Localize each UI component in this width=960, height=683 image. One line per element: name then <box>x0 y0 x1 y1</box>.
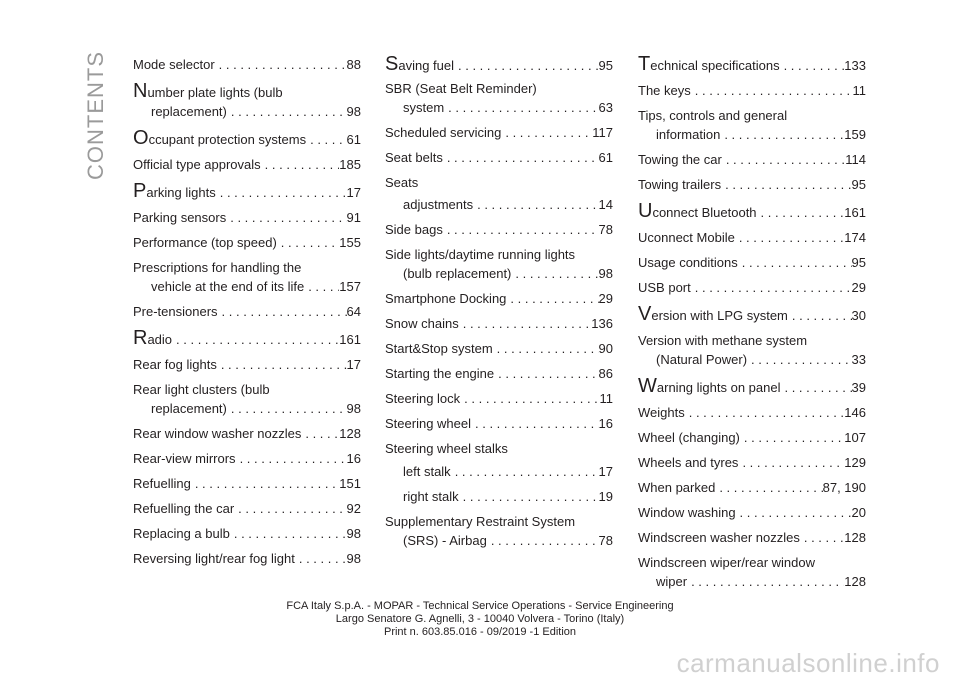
index-entry[interactable]: Smartphone Docking . . . 29 <box>385 289 613 308</box>
footer-line: Print n. 603.85.016 - 09/2019 -1 Edition <box>383 626 577 638</box>
index-entry[interactable]: Starting the engine . . . 86 <box>385 364 613 383</box>
index-letter-group-w[interactable]: Warning lights on panel . . . 39 <box>638 377 866 397</box>
index-entry[interactable]: Rear window washer nozzles . . . 128 <box>133 424 361 443</box>
section-letter: O <box>133 127 149 149</box>
index-entry[interactable]: Towing trailers . . . 95 <box>638 175 866 194</box>
index-letter-group-t[interactable]: Technical specifications . . . 133 <box>638 55 866 75</box>
index-column-3 <box>638 55 866 591</box>
footer-line: Largo Senatore G. Agnelli, 3 - 10040 Volvera - Torino (Italy) <box>335 613 625 625</box>
index-letter-group-p[interactable]: Parking lights . . . 17 <box>133 182 361 202</box>
index-entry[interactable]: Window washing . . . 20 <box>638 503 866 522</box>
index-entry[interactable]: Scheduled servicing . . . 117 <box>385 123 613 142</box>
index-entry[interactable]: Rear-view mirrors . . . 16 <box>133 449 361 468</box>
index-entry[interactable]: Steering wheel stalks left stalk . . . 17 right stalk . . . 19 <box>385 439 613 506</box>
index-entry[interactable]: Supplementary Restraint System (SRS) - Airbag . . . 78 <box>385 512 613 550</box>
index-entry[interactable]: Snow chains . . . 136 <box>385 314 613 333</box>
index-entry[interactable]: Start&Stop system . . . 90 <box>385 339 613 358</box>
watermark-logo: carmanualsonline.info <box>676 648 940 678</box>
index-entry[interactable]: Refuelling the car . . . 92 <box>133 499 361 518</box>
index-entry[interactable]: When parked . . . 87, 190 <box>638 478 866 497</box>
index-entry[interactable]: Steering lock . . . 11 <box>385 389 613 408</box>
index-letter-group-s[interactable]: Saving fuel . . . 95 <box>385 55 613 75</box>
index-entry[interactable]: Version with methane system (Natural Power) . . . 33 <box>638 331 866 369</box>
index-entry[interactable]: Tips, controls and general information . . . 159 <box>638 106 866 144</box>
index-entry[interactable]: Reversing light/rear fog light . . . 98 <box>133 549 361 568</box>
index-letter-group-v[interactable]: Version with LPG system . . . 30 <box>638 305 866 325</box>
index-entry[interactable]: Windscreen wiper/rear window wiper . . . 128 <box>638 553 866 591</box>
index-entry[interactable]: Refuelling . . . 151 <box>133 474 361 493</box>
index-letter-group-o[interactable]: Occupant protection systems . . . 61 <box>133 129 361 149</box>
index-entry[interactable]: Official type approvals . . . 185 <box>133 155 361 174</box>
index-entry[interactable]: Side lights/daytime running lights (bulb replacement) . . . 98 <box>385 245 613 283</box>
index-entry[interactable]: Wheel (changing) . . . 107 <box>638 428 866 447</box>
index-entry[interactable]: Windscreen washer nozzles . . . 128 <box>638 528 866 547</box>
index-entry[interactable]: Prescriptions for handling the vehicle at the end of its life . . . 157 <box>133 258 361 296</box>
section-letter: W <box>638 375 657 397</box>
index-entry[interactable]: Towing the car . . . 114 <box>638 150 866 169</box>
section-letter: N <box>133 80 148 102</box>
section-letter: T <box>638 53 651 75</box>
index-entry[interactable]: Side bags . . . 78 <box>385 220 613 239</box>
index-column-2 <box>385 55 613 550</box>
contents-tab: CONTENTS <box>83 51 108 180</box>
section-letter: V <box>638 303 652 325</box>
footer-line: FCA Italy S.p.A. - MOPAR - Technical Service Operations - Service Engineering <box>286 600 674 612</box>
index-entry[interactable]: Seat belts . . . 61 <box>385 148 613 167</box>
footer-imprint <box>0 600 960 639</box>
section-letter: S <box>385 53 399 75</box>
index-letter-group-r[interactable]: Radio . . . 161 <box>133 329 361 349</box>
index-entry[interactable]: Rear fog lights . . . 17 <box>133 355 361 374</box>
index-entry[interactable]: Rear light clusters (bulb replacement) . . . 98 <box>133 380 361 418</box>
index-entry[interactable]: Weights . . . 146 <box>638 403 866 422</box>
index-column-1 <box>133 55 361 568</box>
index-letter-group-u[interactable]: Uconnect Bluetooth . . . 161 <box>638 202 866 222</box>
index-entry[interactable]: Performance (top speed) . . . 155 <box>133 233 361 252</box>
index-entry[interactable]: SBR (Seat Belt Reminder) system . . . 63 <box>385 79 613 117</box>
index-entry[interactable]: Seats adjustments . . . 14 <box>385 173 613 214</box>
index-entry[interactable]: Pre-tensioners . . . 64 <box>133 302 361 321</box>
index-entry[interactable]: Usage conditions . . . 95 <box>638 253 866 272</box>
section-letter: U <box>638 200 653 222</box>
index-letter-group-n[interactable]: Number plate lights (bulb replacement) . . . 98 <box>133 82 361 121</box>
index-entry[interactable]: USB port . . . 29 <box>638 278 866 297</box>
index-entry[interactable]: Parking sensors . . . 91 <box>133 208 361 227</box>
section-letter: P <box>133 180 147 202</box>
index-entry[interactable]: The keys . . . 11 <box>638 81 866 100</box>
index-entry[interactable]: Mode selector . . . 88 <box>133 55 361 74</box>
index-entry[interactable]: Replacing a bulb . . . 98 <box>133 524 361 543</box>
index-entry[interactable]: Steering wheel . . . 16 <box>385 414 613 433</box>
index-entry[interactable]: Wheels and tyres . . . 129 <box>638 453 866 472</box>
index-entry[interactable]: Uconnect Mobile . . . 174 <box>638 228 866 247</box>
section-letter: R <box>133 327 148 349</box>
